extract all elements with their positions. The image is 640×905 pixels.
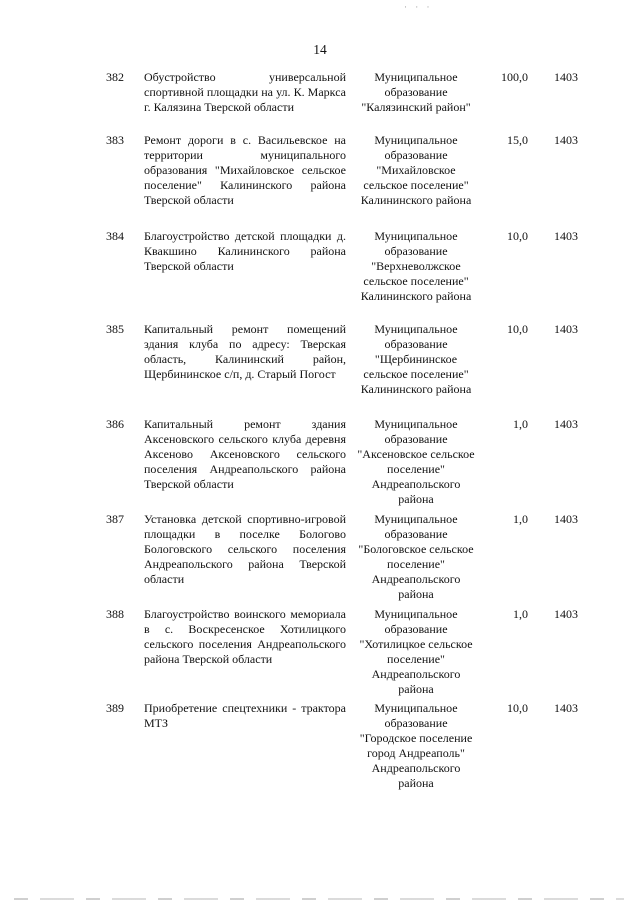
object-description: Установка детской спортивно-игровой площадки в поселке Бологово Бологовского сельского поселения Андреапольского района Тверской области — [144, 512, 346, 586]
table-row — [0, 417, 640, 512]
amount-value: 10,0 — [507, 701, 528, 715]
table-row — [0, 133, 640, 229]
object-description: Ремонт дороги в с. Васильевское на территории муниципального образования "Михайловское сельское поселение" Калининского района Тверской области — [144, 133, 346, 207]
object-description: Благоустройство воинского мемориала в с. Воскресенское Хотилицкого сельского поселения Андреапольского района Тверской области — [144, 607, 346, 666]
row-number: 386 — [106, 417, 124, 431]
object-description: Приобретение спецтехники - трактора МТЗ — [144, 701, 346, 730]
budget-code: 1403 — [554, 322, 578, 336]
scan-edge-noise — [14, 898, 624, 900]
amount-value: 1,0 — [513, 417, 528, 431]
object-description: Капитальный ремонт здания Аксеновского сельского клуба деревня Аксеново Аксеновского сельского поселения Андреапольского района Тверской области — [144, 417, 346, 491]
budget-code: 1403 — [554, 133, 578, 147]
budget-table — [0, 70, 640, 811]
row-number: 388 — [106, 607, 124, 621]
object-description: Капитальный ремонт помещений здания клуба по адресу: Тверская область, Калининский район, Щербининское с/п, д. Старый Погост — [144, 322, 346, 381]
budget-code: 1403 — [554, 701, 578, 715]
scan-marks: · · · — [404, 2, 433, 12]
municipality-name: Муниципальное образование "Михайловское сельское поселение" Калининского района — [360, 133, 472, 207]
row-number: 389 — [106, 701, 124, 715]
row-number: 384 — [106, 229, 124, 243]
object-description: Благоустройство детской площадки д. Квакшино Калининского района Тверской области — [144, 229, 346, 273]
row-number: 382 — [106, 70, 124, 84]
budget-code: 1403 — [554, 229, 578, 243]
table-row — [0, 512, 640, 607]
municipality-name: Муниципальное образование "Калязинский район" — [361, 70, 471, 114]
municipality-name: Муниципальное образование "Верхневолжское сельское поселение" Калининского района — [360, 229, 472, 303]
municipality-name: Муниципальное образование "Хотилицкое сельское поселение" Андреапольского района — [359, 607, 473, 696]
municipality-name: Муниципальное образование "Городское поселение город Андреаполь" Андреапольского района — [359, 701, 473, 790]
table-row — [0, 322, 640, 417]
amount-value: 1,0 — [513, 512, 528, 526]
amount-value: 15,0 — [507, 133, 528, 147]
budget-code: 1403 — [554, 512, 578, 526]
table-row — [0, 70, 640, 133]
table-row — [0, 607, 640, 701]
page-number: 14 — [313, 42, 327, 57]
budget-code: 1403 — [554, 417, 578, 431]
object-description: Обустройство универсальной спортивной площадки на ул. К. Маркса г. Калязина Тверской области — [144, 70, 346, 114]
amount-value: 10,0 — [507, 229, 528, 243]
row-number: 385 — [106, 322, 124, 336]
table-row — [0, 229, 640, 322]
amount-value: 10,0 — [507, 322, 528, 336]
row-number: 387 — [106, 512, 124, 526]
budget-code: 1403 — [554, 70, 578, 84]
row-number: 383 — [106, 133, 124, 147]
budget-code: 1403 — [554, 607, 578, 621]
amount-value: 1,0 — [513, 607, 528, 621]
amount-value: 100,0 — [501, 70, 528, 84]
municipality-name: Муниципальное образование "Щербининское сельское поселение" Калининского района — [360, 322, 472, 396]
municipality-name: Муниципальное образование "Аксеновское сельское поселение" Андреапольского района — [357, 417, 475, 506]
table-row — [0, 701, 640, 811]
municipality-name: Муниципальное образование "Бологовское сельское поселение" Андреапольского района — [358, 512, 474, 601]
